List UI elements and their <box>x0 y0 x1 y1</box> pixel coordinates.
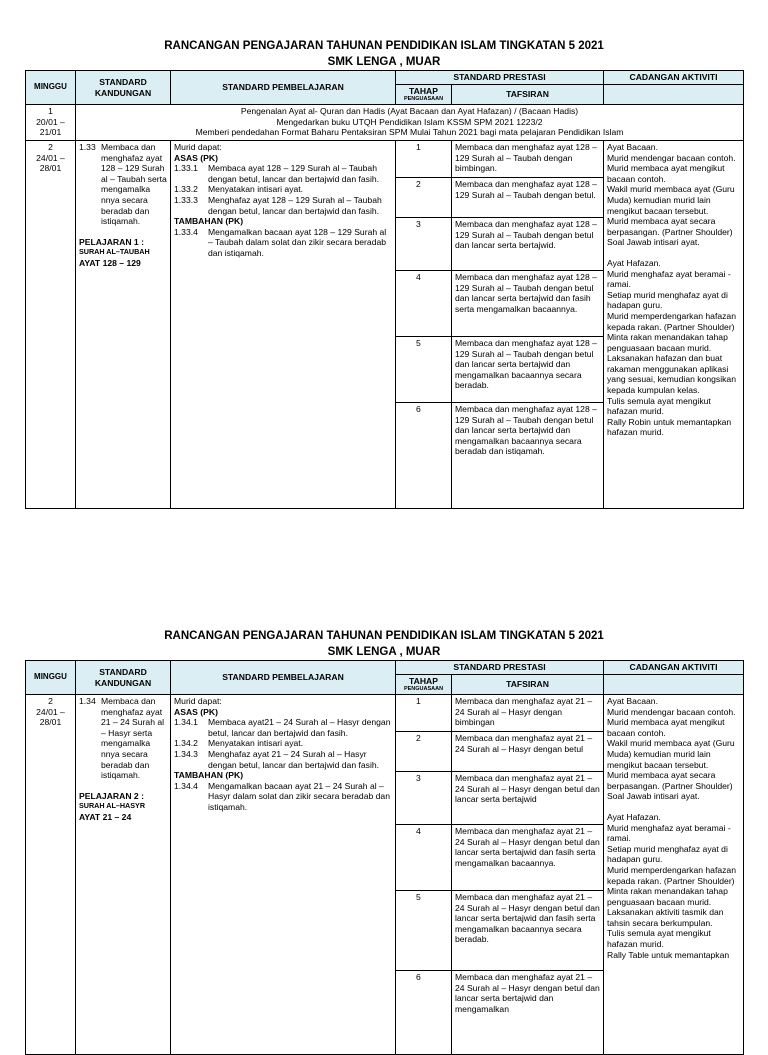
aktiviti-line: Wakil murid membaca ayat (Guru Muda) kemudian murid lain mengikut bacaan tersebut. <box>607 738 735 770</box>
sp-text: Menyatakan intisari ayat. <box>208 184 304 195</box>
header-aktiviti-blank <box>604 675 744 695</box>
header-standard-pembelajaran: STANDARD PEMBELAJARAN <box>171 71 396 105</box>
intro-content <box>76 105 744 141</box>
header-penguasaan-label: PENGUASAAN <box>403 95 444 102</box>
sp-code: 1.34.2 <box>174 738 198 749</box>
header-cadangan-aktiviti: CADANGAN AKTIVITI <box>604 71 744 85</box>
tafsiran-column <box>452 141 604 509</box>
week-dates: 24/01 – 28/01 <box>36 152 65 174</box>
aktiviti-line: Murid membaca ayat mengikut bacaan contoh. <box>607 163 725 184</box>
standard-pembelajaran-cell <box>171 141 396 509</box>
header-tafsiran: TAFSIRAN <box>452 85 604 105</box>
sp-item <box>174 163 392 184</box>
sk-text: Membaca dan menghafaz ayat 21 – 24 Surah al – Hasyr serta mengamalka nnya secara beradab dan istiqamah. <box>101 696 165 781</box>
tahap-level: 5 <box>396 891 451 971</box>
tahap-level: 2 <box>396 178 451 218</box>
sp-item <box>174 717 392 738</box>
intro-dates: 20/01 – 21/01 <box>36 116 65 138</box>
header-tahap <box>396 85 452 105</box>
week-number: 2 <box>48 696 53 706</box>
tafsiran-text: Membaca dan menghafaz ayat 128 – 129 Surah al – Taubah dengan betul dan lancar serta bertajwid dan mengamalkan bacaannya secara beradab dan istiqamah. <box>455 404 597 457</box>
header-cadangan-aktiviti: CADANGAN AKTIVITI <box>604 661 744 675</box>
tafsiran-text: Membaca dan menghafaz ayat 21 – 24 Surah al – Hasyr dengan betul dan lancar serta bertajwid dan fasih serta mengamalkan bacaannya. <box>452 825 603 891</box>
tafsiran-text: Membaca dan menghafaz ayat 21 – 24 Surah al – Hasyr dengan bimbingan <box>452 695 603 732</box>
tafsiran-text: Membaca dan menghafaz ayat 128 – 129 Surah al – Taubah dengan betul dan lancar serta bertajwid dan fasih serta mengamalkan bacaannya. <box>452 271 603 337</box>
tafsiran-text: Membaca dan menghafaz ayat 128 – 129 Surah al – Taubah dengan betul. <box>452 178 603 218</box>
sp-code: 1.34.1 <box>174 717 198 728</box>
sp-text: Menghafaz ayat 128 – 129 Surah al – Taubah dengan betul, lancar dan bertajwid dan fasih. <box>208 194 382 216</box>
aktiviti-line: Ayat Hafazan. <box>607 811 661 822</box>
week-dates: 24/01 – 28/01 <box>36 706 65 728</box>
aktiviti-line: Setiap murid menghafaz ayat di hadapan guru. <box>607 843 728 865</box>
lesson-surah: SURAH AL–HASYR <box>79 801 146 811</box>
sp-item <box>174 749 392 770</box>
sp-code: 1.34.4 <box>174 780 198 791</box>
aktiviti-line: Murid memperdengarkan hafazan kepada rakan. (Partner Shoulder) <box>607 864 736 886</box>
sp-text: Menyatakan intisari ayat. <box>208 738 304 749</box>
sp-tambahan: TAMBAHAN (PK) <box>174 216 244 227</box>
aktiviti-line: Rally Robin untuk memantapkan hafazan murid. <box>607 416 732 438</box>
intro-week: 1 <box>48 106 53 116</box>
sp-tambahan: TAMBAHAN (PK) <box>174 770 244 781</box>
intro-week-cell <box>26 105 76 141</box>
tahap-column <box>396 141 452 509</box>
sp-intro: Murid dapat: <box>174 142 222 152</box>
document-title: RANCANGAN PENGAJARAN TAHUNAN PENDIDIKAN ISLAM TINGKATAN 5 2021 <box>164 630 604 642</box>
sp-item <box>174 227 392 259</box>
header-tahap-label: TAHAP <box>409 675 438 686</box>
sp-asas: ASAS (PK) <box>174 706 218 717</box>
sp-asas: ASAS (PK) <box>174 152 218 163</box>
sp-item <box>174 184 392 195</box>
rpt-table-2 <box>25 660 744 1055</box>
aktiviti-line: Murid memperdengarkan hafazan kepada rakan. (Partner Shoulder) <box>607 310 736 332</box>
week-number: 2 <box>48 142 53 152</box>
aktiviti-line: Murid membaca ayat secara berpasangan. (Partner Shoulder) <box>607 770 733 791</box>
aktiviti-line: Rally Table untuk memantapkan <box>607 949 730 960</box>
tahap-level: 1 <box>396 141 451 178</box>
sp-code: 1.33.2 <box>174 184 198 195</box>
lesson-label: PELAJARAN 1 : <box>79 236 144 247</box>
tahap-level: 3 <box>396 772 451 825</box>
header-minggu: MINGGU <box>26 71 76 105</box>
tahap-level: 3 <box>396 218 451 271</box>
aktiviti-line: Murid mendengar bacaan contoh. <box>607 152 736 163</box>
cadangan-aktiviti-cell <box>604 695 744 1055</box>
lesson-label: PELAJARAN 2 : <box>79 790 144 801</box>
header-standard-kandungan: STANDARD KANDUNGAN <box>76 71 171 105</box>
aktiviti-line: Murid mendengar bacaan contoh. <box>607 706 736 717</box>
tafsiran-text: Membaca dan menghafaz ayat 21 – 24 Surah al – Hasyr dengan betul <box>452 732 603 772</box>
lesson-surah: SURAH AL–TAUBAH <box>79 247 150 257</box>
lesson-ayat: AYAT 128 – 129 <box>79 257 141 268</box>
week-cell <box>26 141 76 509</box>
tahap-level: 5 <box>396 337 451 403</box>
sk-code: 1.34 <box>79 696 96 706</box>
aktiviti-line: Murid membaca ayat mengikut bacaan contoh. <box>607 717 725 738</box>
aktiviti-line: Ayat Bacaan. <box>607 142 658 152</box>
standard-pembelajaran-cell <box>171 695 396 1055</box>
rpt-table-1 <box>25 70 744 509</box>
sp-item <box>174 195 392 216</box>
aktiviti-line: Laksanakan aktiviti tasmik dan tahsin secara berkumpulan. <box>607 907 724 928</box>
standard-kandungan-cell <box>76 695 171 1055</box>
header-tahap <box>396 675 452 695</box>
aktiviti-line: Ayat Hafazan. <box>607 257 661 268</box>
intro-line: Mengedarkan buku UTQH Pendidikan Islam KSSM SPM 2021 1223/2 <box>276 116 543 127</box>
tafsiran-text: Membaca dan menghafaz ayat 128 – 129 Surah al – Taubah dengan bimbingan. <box>452 141 603 178</box>
aktiviti-line: Tulis semula ayat mengikut hafazan murid. <box>607 928 711 950</box>
tahap-level: 6 <box>416 404 421 414</box>
tahap-level: 6 <box>416 972 421 982</box>
header-standard-pembelajaran: STANDARD PEMBELAJARAN <box>171 661 396 695</box>
sk-text: Membaca dan menghafaz ayat 128 – 129 Surah al – Taubah serta mengamalka nnya secara beradab dan istiqamah. <box>101 142 167 227</box>
aktiviti-line: Setiap murid menghafaz ayat di hadapan guru. <box>607 289 728 311</box>
tahap-column <box>396 695 452 1055</box>
lesson-ayat: AYAT 21 – 24 <box>79 811 132 822</box>
aktiviti-line: Minta rakan menandakan tahap penguasaan bacaan murid. <box>607 332 728 353</box>
school-name: SMK LENGA , MUAR <box>327 646 441 658</box>
sp-item <box>174 738 392 749</box>
header-tahap-label: TAHAP <box>409 85 438 96</box>
aktiviti-line: Minta rakan menandakan tahap penguasaan bacaan murid. <box>607 886 728 907</box>
tafsiran-column <box>452 695 604 1055</box>
header-standard-prestasi: STANDARD PRESTASI <box>396 661 604 675</box>
cadangan-aktiviti-cell <box>604 141 744 509</box>
aktiviti-line: Laksanakan hafazan dan buat rakaman menggunakan aplikasi yang sesuai, kemudian kongsikan kepada kumpulan kelas. <box>607 353 736 396</box>
header-standard-kandungan: STANDARD KANDUNGAN <box>76 661 171 695</box>
sp-intro: Murid dapat: <box>174 696 222 706</box>
header-penguasaan-label: PENGUASAAN <box>403 685 444 692</box>
intro-line: Pengenalan Ayat al- Quran dan Hadis (Ayat Bacaan dan Ayat Hafazan) / (Bacaan Hadis) <box>240 106 579 116</box>
tahap-level: 4 <box>396 825 451 891</box>
tahap-level: 4 <box>396 271 451 337</box>
sp-code: 1.33.3 <box>174 194 198 205</box>
aktiviti-line: Ayat Bacaan. <box>607 696 658 706</box>
sk-code: 1.33 <box>79 142 96 152</box>
tafsiran-text: Membaca dan menghafaz ayat 21 – 24 Surah al – Hasyr dengan betul dan lancar serta bertajwid dan fasih serta mengamalkan bacaannya secara beradab. <box>452 891 603 971</box>
intro-line: Memberi pendedahan Format Baharu Pentaksiran SPM Mulai Tahun 2021 bagi mata pelajaran Pendidikan Islam <box>195 127 624 138</box>
tafsiran-text: Membaca dan menghafaz ayat 128 – 129 Surah al – Taubah dengan betul dan lancar serta bertajwid. <box>452 218 603 271</box>
tafsiran-text: Membaca dan menghafaz ayat 21 – 24 Surah al – Hasyr dengan betul dan lancar serta bertajwid <box>452 772 603 825</box>
rpt-sheet-2 <box>0 628 768 1014</box>
document-title: RANCANGAN PENGAJARAN TAHUNAN PENDIDIKAN ISLAM TINGKATAN 5 2021 <box>164 40 604 52</box>
rpt-sheet-1 <box>0 38 768 457</box>
sp-text: Membaca ayat21 – 24 Surah al – Hasyr dengan betul, lancar dan bertajwid dan fasih. <box>208 717 391 738</box>
school-name: SMK LENGA , MUAR <box>327 56 441 68</box>
standard-kandungan-cell <box>76 141 171 509</box>
header-standard-prestasi: STANDARD PRESTASI <box>396 71 604 85</box>
aktiviti-line: Soal Jawab intisari ayat. <box>607 791 700 802</box>
aktiviti-line: Murid membaca ayat secara berpasangan. (Partner Shoulder) <box>607 216 733 237</box>
sp-text: Mengamalkan bacaan ayat 21 – 24 Surah al – Hasyr dalam solat dan zikir secara beradab dan istiqamah. <box>208 780 390 812</box>
sp-code: 1.33.4 <box>174 226 198 237</box>
aktiviti-line: Murid menghafaz ayat beramai - ramai. <box>607 268 731 290</box>
aktiviti-line: Soal Jawab intisari ayat. <box>607 237 700 248</box>
week-cell <box>26 695 76 1055</box>
sp-text: Membaca ayat 128 – 129 Surah al – Taubah dengan betul, lancar dan bertajwid dan fasih. <box>208 163 380 184</box>
header-minggu: MINGGU <box>26 661 76 695</box>
tahap-level: 1 <box>396 695 451 732</box>
aktiviti-line: Tulis semula ayat mengikut hafazan murid. <box>607 395 711 417</box>
header-aktiviti-blank <box>604 85 744 105</box>
sp-text: Mengamalkan bacaan ayat 128 – 129 Surah al – Taubah dalam solat dan zikir secara beradab dan istiqamah. <box>208 226 387 258</box>
aktiviti-line: Wakil murid membaca ayat (Guru Muda) kemudian murid lain mengikut bacaan tersebut. <box>607 184 735 216</box>
sp-code: 1.33.1 <box>174 163 198 174</box>
header-tafsiran: TAFSIRAN <box>452 675 604 695</box>
tahap-level: 2 <box>396 732 451 772</box>
tafsiran-text: Membaca dan menghafaz ayat 21 – 24 Surah al – Hasyr dengan betul dan lancar serta bertajwid dan mengamalkan <box>455 972 600 1014</box>
sp-item <box>174 781 392 813</box>
aktiviti-line: Murid menghafaz ayat beramai - ramai. <box>607 822 731 844</box>
sp-text: Menghafaz ayat 21 – 24 Surah al – Hasyr dengan betul, lancar dan bertajwid dan fasih. <box>208 748 380 770</box>
sp-code: 1.34.3 <box>174 748 198 759</box>
tafsiran-text: Membaca dan menghafaz ayat 128 – 129 Surah al – Taubah dengan betul dan lancar serta bertajwid dan mengamalkan bacaannya secara beradab. <box>452 337 603 403</box>
